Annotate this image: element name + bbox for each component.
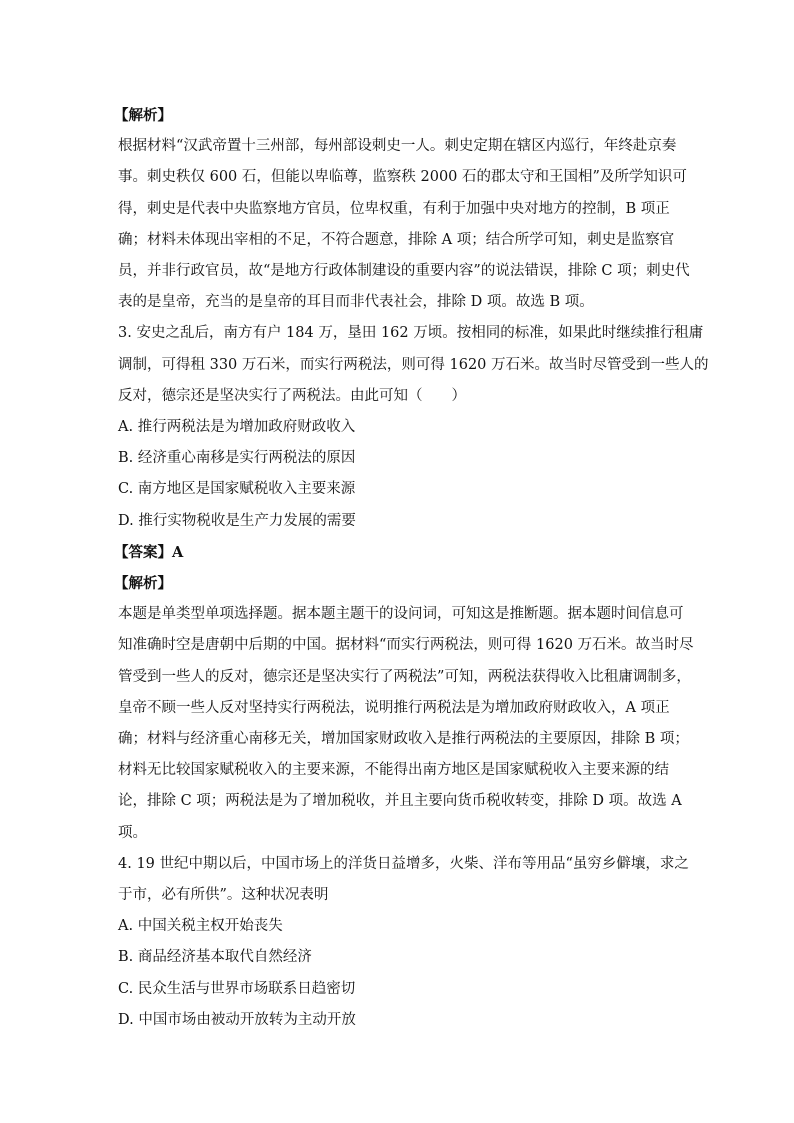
text-line: 材料无比较国家赋税收入的主要来源，不能得出南方地区是国家赋税收入主要来源的结	[118, 762, 669, 779]
question-3-option-b: B. 经济重心南移是实行两税法的原因	[118, 450, 356, 467]
question-4-stem: 4. 19 世纪中期以后，中国市场上的洋货日益增多，火柴、洋布等用品“虽穷乡僻壤，求之	[118, 855, 689, 872]
question-4-stem: 于市，必有所供”。这种状况表明	[118, 887, 329, 904]
document-body	[114, 100, 709, 1036]
question-3-option-a: A. 推行两税法是为增加政府财政收入	[118, 419, 356, 436]
question-4-option-a: A. 中国关税主权开始丧失	[118, 918, 283, 935]
analysis-heading: 【解析】	[114, 575, 172, 593]
text-line: 表的是皇帝，充当的是皇帝的耳目而非代表社会，排除 D 项。故选 B 项。	[118, 294, 594, 311]
text-line: 确；材料未体现出宰相的不足，不符合题意，排除 A 项；结合所学可知，刺史是监察官	[118, 231, 675, 248]
text-line: 得，刺史是代表中央监察地方官员，位卑权重，有利于加强中央对地方的控制，B 项正	[118, 200, 670, 217]
question-4-option-c: C. 民众生活与世界市场联系日趋密切	[118, 980, 356, 997]
text-line: 本题是单类型单项选择题。据本题主题干的设问词，可知这是推断题。据本题时间信息可	[118, 606, 684, 623]
text-line: 项。	[118, 824, 147, 841]
question-3-stem: 调制，可得租 330 万石米，而实行两税法，则可得 1620 万石米。故当时尽管受到一些人的	[118, 356, 709, 373]
question-4-option-d: D. 中国市场由被动开放转为主动开放	[118, 1011, 356, 1028]
text-line: 知准确时空是唐朝中后期的中国。据材料“而实行两税法，则可得 1620 万石米。故当时尽	[118, 637, 694, 654]
question-3-stem: 反对，德宗还是坚决实行了两税法。由此可知（ ）	[118, 387, 466, 404]
analysis-heading: 【解析】	[114, 107, 172, 124]
text-line: 事。刺史秩仅 600 石，但能以卑临尊，监察秩 2000 石的郡太守和王国相”及所学知识可	[118, 169, 687, 186]
text-line: 确；材料与经济重心南移无关，增加国家财政收入是推行两税法的主要原因，排除 B 项；	[118, 731, 689, 748]
question-3-stem: 3. 安史之乱后，南方有户 184 万，垦田 162 万顷。按相同的标准，如果此时继续推行租庸	[118, 325, 704, 342]
question-3-option-d: D. 推行实物税收是生产力发展的需要	[118, 512, 356, 529]
question-3-option-c: C. 南方地区是国家赋税收入主要来源	[118, 481, 356, 498]
text-line: 论，排除 C 项；两税法是为了增加税收，并且主要向货币税收转变，排除 D 项。故选 A	[118, 793, 682, 810]
text-line: 员，并非行政官员，故“是地方行政体制建设的重要内容”的说法错误，排除 C 项；刺史代	[118, 263, 690, 280]
question-4-option-b: B. 商品经济基本取代自然经济	[118, 949, 312, 966]
text-line: 皇帝不顾一些人反对坚持实行两税法，说明推行两税法是为增加政府财政收入，A 项正	[118, 699, 670, 716]
answer-heading: 【答案】A	[114, 543, 184, 561]
text-line: 管受到一些人的反对，德宗还是坚决实行了两税法”可知，两税法获得收入比租庸调制多，	[118, 668, 691, 685]
text-line: 根据材料“汉武帝置十三州部，每州部设刺史一人。刺史定期在辖区内巡行，年终赴京奏	[118, 138, 677, 155]
